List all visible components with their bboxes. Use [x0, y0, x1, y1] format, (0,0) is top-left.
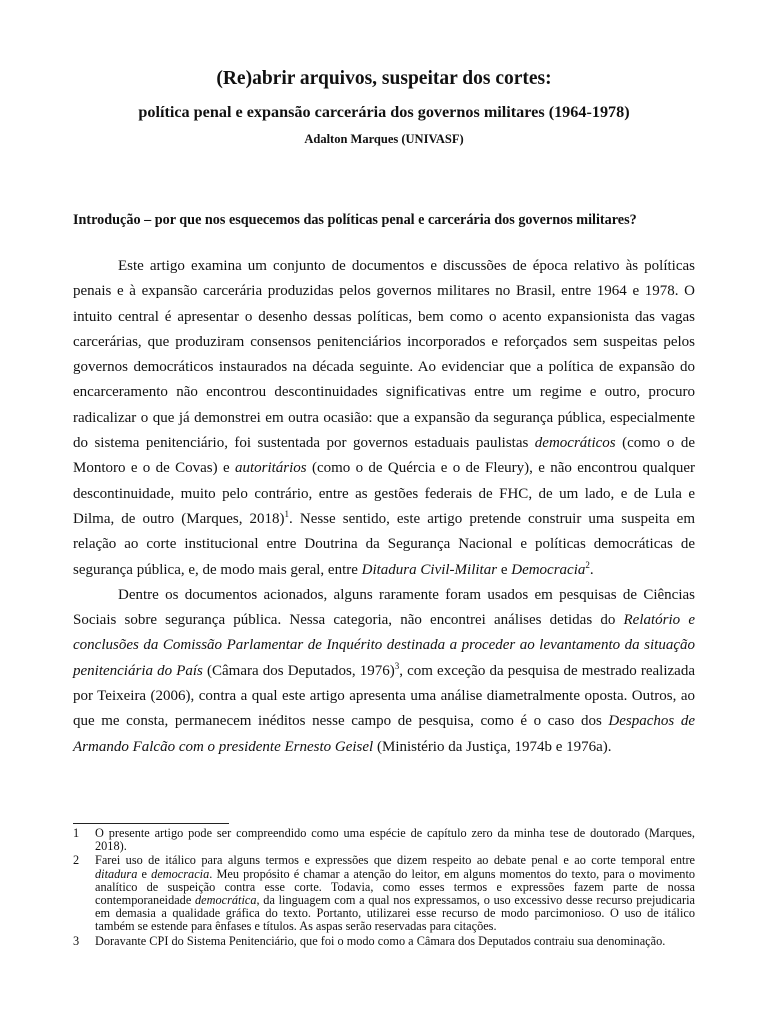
italic-term: democráticos — [534, 435, 616, 452]
text-run: , com exceção da pesquisa de mestrado realizada por Teixeira (2006), contra a qual este artigo apresenta uma análise diametralmente oposta. Outros, ao que me consta, permanecem inéditos nesse campo de pesquisa, como é o caso dos — [73, 662, 695, 730]
article-subtitle: política penal e expansão carcerária dos governos militares (1964-1978) — [138, 103, 630, 121]
footnote-number: 1 — [73, 826, 80, 840]
footnote-item — [73, 827, 695, 853]
italic-term: democracia — [151, 866, 210, 881]
italic-term: Ditadura Civil-Militar — [361, 561, 498, 578]
text-run: . — [589, 561, 594, 578]
article-author: Adalton Marques (UNIVASF) — [304, 132, 464, 146]
italic-term: Democracia — [511, 561, 586, 578]
text-run: . Nesse sentido, este artigo pretende construir uma suspeita em relação ao corte institucional entre Doutrina da Segurança Nacional e políticas democráticas de segurança pública, e, de modo mais geral, entre — [73, 510, 695, 578]
italic-title: Despachos de Armando Falcão com o presidente Ernesto Geisel — [73, 713, 695, 755]
footnote-ref[interactable]: 1 — [284, 508, 290, 519]
italic-term: autoritários — [234, 460, 307, 477]
body-paragraph — [73, 583, 695, 760]
article-title: (Re)abrir arquivos, suspeitar dos cortes: — [216, 68, 552, 89]
footnote-ref[interactable]: 2 — [585, 559, 590, 570]
section-heading: Introdução – por que nos esquecemos das políticas penal e carcerária dos governos militares? — [73, 212, 637, 228]
text-run: (Câmara dos Deputados, 1976) — [202, 662, 395, 679]
footnote-ref[interactable]: 3 — [394, 660, 400, 671]
text-run: Este artigo examina um conjunto de documentos e discussões de época relativo às políticas penais e à expansão carcerária produzidas pelos governos militares no Brasil, entre 1964 e 1978. O intuito central é apresentar o desenho dessas políticas, bem como o acento expansionista das vagas carcerárias, que produziram consensos penitenciários incorporados e reforçados sem suspeitas pelos governos democráticos instaurados na década seguinte. Ao evidenciar que a política de expansão do encarceramento não encontrou descontinuidades significativas entre um regime e outro, procuro radicalizar o que já demonstrei em outra ocasião: que a expansão da segurança pública, especialmente do sistema penitenciário, foi sustentada por governos estaduais paulistas — [73, 258, 695, 452]
italic-term: democrática — [195, 893, 257, 908]
footnote-number: 3 — [73, 933, 80, 948]
footnote-item — [73, 854, 695, 933]
article-body — [73, 254, 695, 760]
footnote-item — [73, 935, 695, 948]
text-run: (como o de Montoro e o de Covas) e — [73, 435, 695, 477]
text-run: . Meu propósito é chamar a atenção do leitor, em alguns momentos do texto, para o movimento analítico de suspeição contra esse corte. Todavia, como esses termos e expressões fazem parte de nossa contemporaneidade — [95, 866, 696, 908]
text-run: (Ministério da Justiça, 1974b e 1976a). — [373, 738, 612, 755]
text-run: e — [137, 866, 152, 881]
footnote-number: 2 — [73, 853, 80, 868]
text-run: , da linguagem com a qual nos expressamos, o uso excessivo desse recurso prejudicaria em demasia a qualidade gráfica do texto. Portanto, utilizarei esse recurso de modo parcimonioso. O uso de itálico também se estende para ênfases e títulos. As aspas serão reservadas para citações. — [95, 893, 695, 934]
body-paragraph — [73, 254, 695, 583]
footnote-text: Doravante CPI do Sistema Penitenciário, que foi o modo como a Câmara dos Deputados contraiu sua denominação. — [95, 933, 666, 948]
text-run: Farei uso de itálico para alguns termos e expressões que dizem respeito ao debate penal e ao corte temporal entre — [95, 853, 695, 868]
italic-title: Relatório e conclusões da Comissão Parlamentar de Inquérito destinada a proceder ao levantamento da situação penitenciária do País — [73, 612, 695, 679]
text-run: Dentre os documentos acionados, alguns raramente foram usados em pesquisas de Ciências Sociais sobre segurança pública. Nessa categoria, não encontrei análises detidas do — [73, 586, 695, 629]
footnote-text: O presente artigo pode ser compreendido como uma espécie de capítulo zero da minha tese de doutorado (Marques, 2018). — [95, 826, 695, 854]
footnotes — [73, 827, 695, 949]
footnote-text — [95, 854, 695, 933]
text-run: (como o de Quércia e o de Fleury), e não encontrou qualquer descontinuidade, muito pelo contrário, entre as gestões federais de FHC, de um lado, e de Lula e Dilma, de outro (Marques, 2018) — [73, 460, 695, 527]
italic-term: ditadura — [95, 866, 138, 881]
footnote-separator — [73, 823, 229, 824]
text-run: e — [497, 561, 512, 578]
